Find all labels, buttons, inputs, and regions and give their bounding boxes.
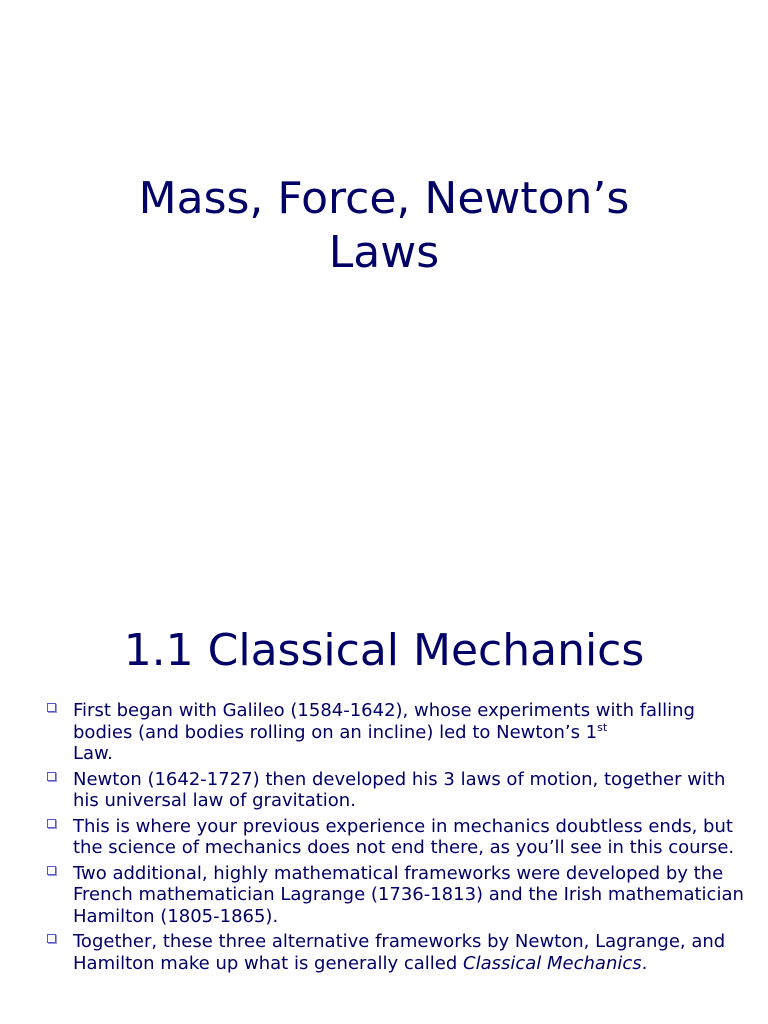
emphasized-term: Classical Mechanics (463, 952, 642, 974)
bullet-list (44, 700, 744, 978)
bullet-text: Two additional, highly mathematical frameworks were developed by the French mathematician Lagrange (1736-1813) and the Irish mathematician Hamilton (1805-1865). (73, 862, 744, 927)
bullet-item (44, 816, 744, 859)
bullet-item (44, 863, 744, 928)
square-bullet-icon (47, 772, 56, 781)
bullet-item (44, 769, 744, 812)
slide-title-line-1: Mass, Force, Newton’s (138, 173, 630, 224)
bullet-text-tail: . (641, 952, 648, 974)
square-bullet-icon (47, 819, 56, 828)
bullet-text: Together, these three alternative frameworks by Newton, Lagrange, and Hamilton make up what is generally called (73, 931, 726, 974)
slide-title (0, 172, 768, 280)
slide-title-line-2: Laws (328, 227, 440, 278)
bullet-item (44, 931, 744, 974)
bullet-text: This is where your previous experience in mechanics doubtless ends, but the science of mechanics does not end there, as you’ll see in this course. (73, 815, 735, 858)
slide-title: 1.1 Classical Mechanics (123, 625, 645, 676)
bullet-text: Newton (1642-1727) then developed his 3 laws of motion, together with his universal law of gravitation. (73, 768, 726, 811)
square-bullet-icon (47, 866, 56, 875)
square-bullet-icon (47, 703, 56, 712)
square-bullet-icon (47, 934, 56, 943)
bullet-text-tail: Law. (73, 743, 113, 764)
bullet-text: First began with Galileo (1584-1642), whose experiments with falling bodies (and bodies rolling on an incline) led to Newton’s 1 (73, 700, 695, 743)
bullet-item (44, 700, 744, 765)
superscript: st (597, 720, 608, 734)
slide-2 (0, 576, 768, 1024)
